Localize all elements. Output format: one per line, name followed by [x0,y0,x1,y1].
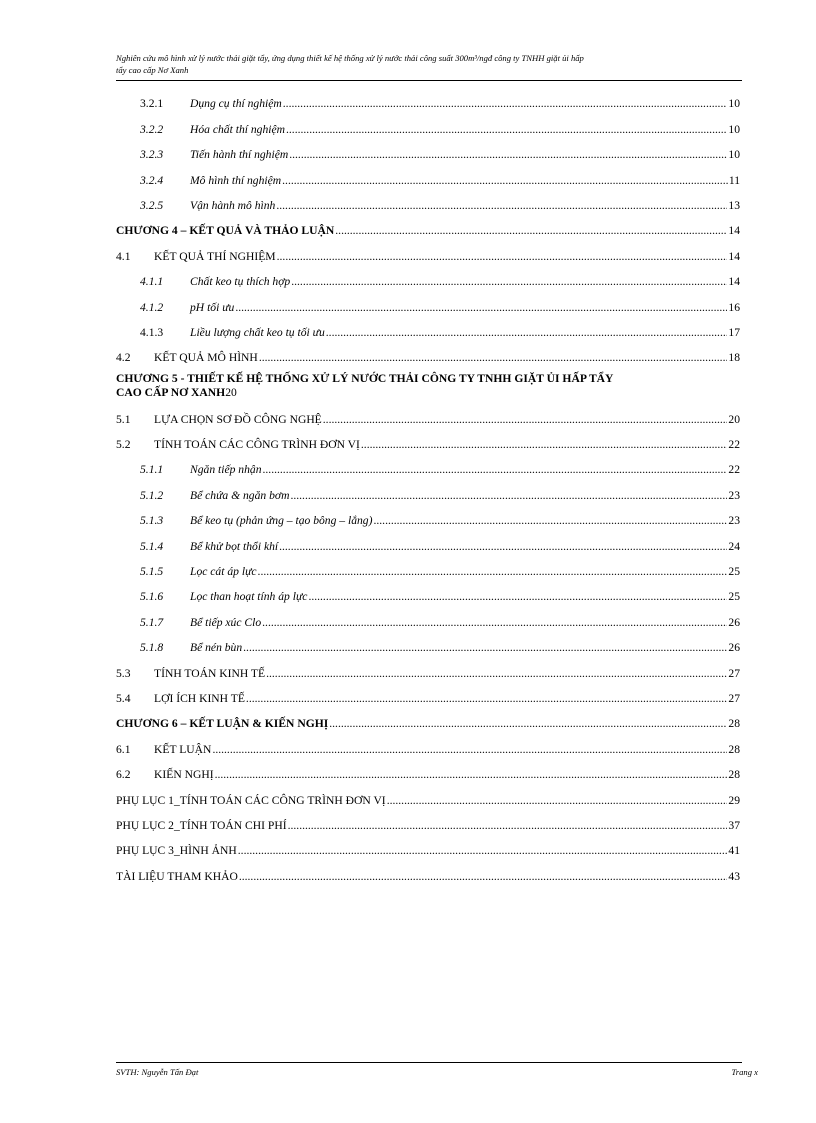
toc-entry-3-2-1[interactable] [116,85,740,110]
toc-page: 23 [728,514,740,528]
toc-leader [361,438,728,451]
toc-leader [288,819,728,832]
toc-number: 5.3 [116,666,131,680]
toc-leader [326,326,728,339]
toc-leader [263,463,728,476]
toc-page: 11 [728,173,740,187]
toc-number: 5.1 [116,412,131,426]
toc-leader [243,641,727,654]
toc-page: 25 [728,590,740,604]
toc-title-continued: CAO CẤP NƠ XANH [116,386,226,400]
toc-title: PHỤ LỤC 3_HÌNH ẢNH [116,844,237,858]
toc-entry-6-1[interactable] [116,730,740,755]
toc-leader [387,794,728,807]
toc-title: Lọc than hoạt tính áp lực [190,590,308,604]
toc-entry-references[interactable] [116,857,740,882]
footer-page-label: Trang x [731,1067,758,1077]
header-line-1: Nghiên cứu mô hình xử lý nước thải giặt tẩy, ứng dụng thiết kế hệ thống xử lý nước thải công suất 300m³/ngđ công ty TNHH giặt ủi hấp [116,53,584,63]
toc-title: CHƯƠNG 5 - THIẾT KẾ HỆ THỐNG XỬ LÝ NƯỚC THẢI CÔNG TY TNHH GIẶT ỦI HẤP TẨY [116,372,614,386]
toc-number: 4.1.3 [140,325,164,339]
footer-rule [116,1062,742,1063]
toc-entry-5-1-2[interactable] [116,476,740,501]
toc-page: 10 [728,148,740,162]
toc-leader [258,565,728,578]
toc-title: Mô hình thí nghiệm [190,173,282,187]
toc-entry-5-1-4[interactable] [116,527,740,552]
toc-leader [283,97,728,110]
toc-page: 43 [728,869,740,883]
toc-title: Liều lượng chất keo tụ tối ưu [190,325,325,339]
toc-title: LỰA CHỌN SƠ ĐỒ CÔNG NGHỆ [154,412,322,426]
toc-entry-4-1-3[interactable] [116,314,740,339]
toc-page: 28 [728,742,740,756]
toc-page: 20 [225,386,237,400]
toc-entry-chapter-6[interactable] [116,705,740,730]
toc-number: 5.1.1 [140,463,164,477]
toc-title: KIẾN NGHỊ [154,768,214,782]
toc-page: 22 [728,463,740,477]
toc-entry-appendix-3[interactable] [116,832,740,857]
toc-page: 37 [728,818,740,832]
toc-number: 6.1 [116,742,131,756]
toc-leader [239,870,728,883]
toc-leader [277,250,728,263]
running-header [116,52,742,76]
toc-leader [262,616,727,629]
toc-title: Ngăn tiếp nhận [190,463,262,477]
toc-leader [235,301,727,314]
toc-leader [335,224,727,237]
toc-page: 23 [728,488,740,502]
toc-leader [282,174,728,187]
toc-entry-5-1-7[interactable] [116,603,740,628]
toc-number: 6.2 [116,768,131,782]
toc-page: 10 [728,122,740,136]
toc-entry-chapter-5[interactable] [116,364,740,400]
toc-entry-appendix-1[interactable] [116,781,740,806]
toc-title: Tiến hành thí nghiệm [190,148,289,162]
toc-page: 27 [728,691,740,705]
toc-title: PHỤ LỤC 1_TÍNH TOÁN CÁC CÔNG TRÌNH ĐƠN VỊ [116,793,386,807]
toc-page: 16 [728,300,740,314]
toc-entry-5-1-3[interactable] [116,502,740,527]
toc-title: Dụng cụ thí nghiệm [190,97,282,111]
toc-title: pH tối ưu [190,300,235,314]
toc-page: 14 [728,249,740,263]
header-line-2: tẩy cao cấp Nơ Xanh [116,65,189,75]
toc-page: 26 [728,615,740,629]
toc-number: 5.1.4 [140,539,164,553]
toc-number: 5.1.2 [140,488,164,502]
toc-leader [238,844,728,857]
toc-entry-3-2-2[interactable] [116,110,740,135]
footer-author: SVTH: Nguyễn Tấn Đạt [116,1067,199,1077]
toc-number: 3.2.2 [140,122,164,136]
toc-page: 17 [728,325,740,339]
toc-page: 41 [728,844,740,858]
toc-title: Bể chứa & ngăn bơm [190,488,290,502]
toc-entry-4-1[interactable] [116,237,740,262]
toc-page: 27 [728,666,740,680]
toc-page: 24 [728,539,740,553]
toc-page: 25 [728,565,740,579]
toc-page: 20 [728,412,740,426]
toc-entry-5-1[interactable] [116,400,740,425]
toc-entry-appendix-2[interactable] [116,807,740,832]
toc-number: 5.1.8 [140,641,164,655]
toc-number: 4.1.2 [140,300,164,314]
toc-title: Bể nén bùn [190,641,243,655]
toc-title: Vận hành mô hình [190,198,276,212]
toc-entry-5-1-6[interactable] [116,578,740,603]
toc-leader [329,717,727,730]
toc-page: 10 [728,97,740,111]
toc-number: 3.2.4 [140,173,164,187]
toc-number: 5.1.7 [140,615,164,629]
toc-title: TÍNH TOÁN CÁC CÔNG TRÌNH ĐƠN VỊ [154,438,360,452]
toc-leader [279,540,727,553]
toc-page: 26 [728,641,740,655]
toc-entry-3-2-4[interactable] [116,161,740,186]
toc-title: LỢI ÍCH KINH TẾ [154,691,245,705]
toc-page: 13 [728,198,740,212]
toc-number: 4.1.1 [140,275,164,289]
toc-leader [259,351,728,364]
toc-leader [246,692,727,705]
toc-entry-4-1-1[interactable] [116,263,740,288]
toc-page: 18 [728,351,740,365]
toc-title: TÍNH TOÁN KINH TẾ [154,666,266,680]
toc-leader [286,123,727,136]
toc-leader [212,743,727,756]
toc-page: 14 [728,224,740,238]
toc-number: 3.2.1 [140,97,164,111]
toc-title: TÀI LIỆU THAM KHẢO [116,869,238,883]
toc-title: KẾT LUẬN [154,742,212,756]
toc-leader [323,413,728,426]
toc-entry-3-2-3[interactable] [116,136,740,161]
toc-title: CHƯƠNG 4 – KẾT QUẢ VÀ THẢO LUẬN [116,224,335,238]
toc-entry-5-1-8[interactable] [116,629,740,654]
toc-page: 29 [728,793,740,807]
toc-entry-5-4[interactable] [116,680,740,705]
toc-title: Bể khử bọt thổi khí [190,539,279,553]
toc-title: Bể keo tụ (phản ứng – tạo bông – lắng) [190,514,373,528]
toc-leader [308,590,727,603]
toc-entry-5-2[interactable] [116,426,740,451]
toc-leader [276,199,727,212]
toc-number: 3.2.3 [140,148,164,162]
toc-leader [289,148,727,161]
toc-entry-4-2[interactable] [116,339,740,364]
toc-entry-5-1-1[interactable] [116,451,740,476]
toc-leader [215,768,728,781]
toc-number: 3.2.5 [140,198,164,212]
toc-number: 5.1.5 [140,565,164,579]
header-rule [116,80,742,81]
toc-page: 28 [728,768,740,782]
toc-leader [291,275,727,288]
toc-page: 14 [728,275,740,289]
toc-page: 28 [728,717,740,731]
toc-entry-3-2-5[interactable] [116,187,740,212]
toc-number: 4.1 [116,249,131,263]
toc-title: Hóa chất thí nghiệm [190,122,285,136]
toc-number: 4.2 [116,351,131,365]
toc-title: Chất keo tụ thích hợp [190,275,291,289]
toc-page: 22 [728,438,740,452]
toc-number: 5.2 [116,438,131,452]
toc-number: 5.1.6 [140,590,164,604]
table-of-contents [116,85,740,883]
toc-title: CHƯƠNG 6 – KẾT LUẬN & KIẾN NGHỊ [116,717,329,731]
toc-number: 5.4 [116,691,131,705]
toc-entry-4-1-2[interactable] [116,288,740,313]
toc-number: 5.1.3 [140,514,164,528]
toc-entry-6-2[interactable] [116,756,740,781]
toc-entry-chapter-4[interactable] [116,212,740,237]
toc-title: KẾT QUẢ MÔ HÌNH [154,351,258,365]
toc-title: Lọc cát áp lực [190,565,257,579]
toc-entry-5-1-5[interactable] [116,553,740,578]
toc-title: Bể tiếp xúc Clo [190,615,262,629]
toc-title: PHỤ LỤC 2_TÍNH TOÁN CHI PHÍ [116,818,287,832]
toc-leader [266,667,727,680]
toc-leader [290,489,727,502]
toc-leader [373,514,727,527]
toc-entry-5-3[interactable] [116,654,740,679]
toc-title: KẾT QUẢ THÍ NGHIỆM [154,249,276,263]
